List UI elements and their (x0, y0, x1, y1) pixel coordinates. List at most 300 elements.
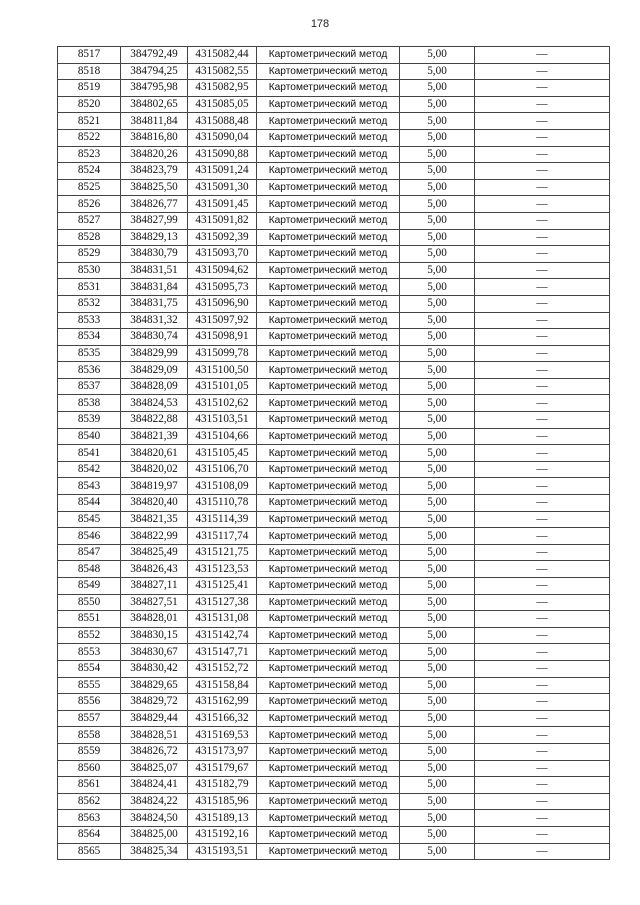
coord-y-cell: 4315091,24 (188, 163, 257, 180)
table-row (58, 660, 610, 677)
coord-x-cell: 384827,99 (121, 212, 188, 229)
coord-y-cell: 4315092,39 (188, 229, 257, 246)
coord-x-cell: 384829,72 (121, 694, 188, 711)
point-number-cell: 8540 (58, 428, 121, 445)
table-row (58, 163, 610, 180)
table-row (58, 47, 610, 64)
table-row (58, 262, 610, 279)
point-number-cell: 8560 (58, 760, 121, 777)
accuracy-cell: 5,00 (400, 362, 475, 379)
table-row (58, 63, 610, 80)
method-cell: Картометрический метод (257, 578, 400, 595)
description-cell: — (475, 743, 610, 760)
accuracy-cell: 5,00 (400, 511, 475, 528)
description-cell: — (475, 80, 610, 97)
table-row (58, 727, 610, 744)
method-cell: Картометрический метод (257, 627, 400, 644)
description-cell: — (475, 793, 610, 810)
accuracy-cell: 5,00 (400, 295, 475, 312)
table-row (58, 743, 610, 760)
description-cell: — (475, 627, 610, 644)
method-cell: Картометрический метод (257, 528, 400, 545)
description-cell: — (475, 561, 610, 578)
point-number-cell: 8545 (58, 511, 121, 528)
coord-y-cell: 4315152,72 (188, 660, 257, 677)
description-cell: — (475, 295, 610, 312)
accuracy-cell: 5,00 (400, 212, 475, 229)
coord-x-cell: 384830,42 (121, 660, 188, 677)
point-number-cell: 8523 (58, 146, 121, 163)
point-number-cell: 8557 (58, 710, 121, 727)
description-cell: — (475, 594, 610, 611)
accuracy-cell: 5,00 (400, 461, 475, 478)
point-number-cell: 8564 (58, 826, 121, 843)
method-cell: Картометрический метод (257, 295, 400, 312)
coord-x-cell: 384830,15 (121, 627, 188, 644)
table-row (58, 478, 610, 495)
coord-y-cell: 4315173,97 (188, 743, 257, 760)
accuracy-cell: 5,00 (400, 262, 475, 279)
description-cell: — (475, 511, 610, 528)
description-cell: — (475, 445, 610, 462)
point-number-cell: 8539 (58, 412, 121, 429)
point-number-cell: 8536 (58, 362, 121, 379)
coord-x-cell: 384824,50 (121, 810, 188, 827)
method-cell: Картометрический метод (257, 279, 400, 296)
point-number-cell: 8558 (58, 727, 121, 744)
accuracy-cell: 5,00 (400, 810, 475, 827)
table-row (58, 129, 610, 146)
description-cell: — (475, 395, 610, 412)
coordinates-table-body (58, 47, 610, 860)
coord-y-cell: 4315110,78 (188, 495, 257, 512)
point-number-cell: 8547 (58, 544, 121, 561)
method-cell: Картометрический метод (257, 511, 400, 528)
coord-y-cell: 4315189,13 (188, 810, 257, 827)
coord-y-cell: 4315185,96 (188, 793, 257, 810)
point-number-cell: 8559 (58, 743, 121, 760)
point-number-cell: 8546 (58, 528, 121, 545)
point-number-cell: 8538 (58, 395, 121, 412)
accuracy-cell: 5,00 (400, 80, 475, 97)
description-cell: — (475, 412, 610, 429)
coord-y-cell: 4315101,05 (188, 378, 257, 395)
table-row (58, 378, 610, 395)
coord-x-cell: 384824,53 (121, 395, 188, 412)
coord-x-cell: 384829,99 (121, 345, 188, 362)
coord-y-cell: 4315093,70 (188, 246, 257, 263)
method-cell: Картометрический метод (257, 677, 400, 694)
description-cell: — (475, 329, 610, 346)
accuracy-cell: 5,00 (400, 47, 475, 64)
accuracy-cell: 5,00 (400, 395, 475, 412)
method-cell: Картометрический метод (257, 843, 400, 860)
method-cell: Картометрический метод (257, 96, 400, 113)
point-number-cell: 8563 (58, 810, 121, 827)
coord-x-cell: 384825,07 (121, 760, 188, 777)
point-number-cell: 8521 (58, 113, 121, 130)
accuracy-cell: 5,00 (400, 378, 475, 395)
coord-y-cell: 4315121,75 (188, 544, 257, 561)
coord-y-cell: 4315103,51 (188, 412, 257, 429)
description-cell: — (475, 528, 610, 545)
coord-y-cell: 4315104,66 (188, 428, 257, 445)
description-cell: — (475, 96, 610, 113)
coord-x-cell: 384824,22 (121, 793, 188, 810)
accuracy-cell: 5,00 (400, 727, 475, 744)
table-row (58, 179, 610, 196)
coord-y-cell: 4315096,90 (188, 295, 257, 312)
table-row (58, 196, 610, 213)
coord-x-cell: 384820,40 (121, 495, 188, 512)
coord-x-cell: 384811,84 (121, 113, 188, 130)
point-number-cell: 8549 (58, 578, 121, 595)
table-row (58, 146, 610, 163)
point-number-cell: 8526 (58, 196, 121, 213)
accuracy-cell: 5,00 (400, 544, 475, 561)
method-cell: Картометрический метод (257, 561, 400, 578)
coord-y-cell: 4315166,32 (188, 710, 257, 727)
accuracy-cell: 5,00 (400, 63, 475, 80)
coord-y-cell: 4315097,92 (188, 312, 257, 329)
coord-x-cell: 384826,72 (121, 743, 188, 760)
description-cell: — (475, 644, 610, 661)
point-number-cell: 8535 (58, 345, 121, 362)
coord-x-cell: 384824,41 (121, 777, 188, 794)
coord-y-cell: 4315100,50 (188, 362, 257, 379)
table-row (58, 113, 610, 130)
description-cell: — (475, 47, 610, 64)
method-cell: Картометрический метод (257, 395, 400, 412)
description-cell: — (475, 710, 610, 727)
coord-x-cell: 384819,97 (121, 478, 188, 495)
description-cell: — (475, 578, 610, 595)
accuracy-cell: 5,00 (400, 760, 475, 777)
coord-x-cell: 384823,79 (121, 163, 188, 180)
table-row (58, 246, 610, 263)
accuracy-cell: 5,00 (400, 345, 475, 362)
table-row (58, 212, 610, 229)
point-number-cell: 8551 (58, 611, 121, 628)
accuracy-cell: 5,00 (400, 495, 475, 512)
table-row (58, 544, 610, 561)
method-cell: Картометрический метод (257, 345, 400, 362)
method-cell: Картометрический метод (257, 329, 400, 346)
description-cell: — (475, 428, 610, 445)
point-number-cell: 8548 (58, 561, 121, 578)
table-row (58, 511, 610, 528)
accuracy-cell: 5,00 (400, 246, 475, 263)
coord-x-cell: 384802,65 (121, 96, 188, 113)
coord-y-cell: 4315088,48 (188, 113, 257, 130)
coord-y-cell: 4315090,04 (188, 129, 257, 146)
description-cell: — (475, 727, 610, 744)
description-cell: — (475, 611, 610, 628)
accuracy-cell: 5,00 (400, 660, 475, 677)
description-cell: — (475, 345, 610, 362)
table-row (58, 80, 610, 97)
method-cell: Картометрический метод (257, 710, 400, 727)
point-number-cell: 8530 (58, 262, 121, 279)
method-cell: Картометрический метод (257, 362, 400, 379)
table-row (58, 279, 610, 296)
description-cell: — (475, 196, 610, 213)
coord-x-cell: 384828,01 (121, 611, 188, 628)
coord-x-cell: 384820,61 (121, 445, 188, 462)
table-row (58, 611, 610, 628)
accuracy-cell: 5,00 (400, 826, 475, 843)
table-row (58, 677, 610, 694)
table-row (58, 412, 610, 429)
method-cell: Картометрический метод (257, 478, 400, 495)
coord-x-cell: 384820,02 (121, 461, 188, 478)
method-cell: Картометрический метод (257, 611, 400, 628)
description-cell: — (475, 677, 610, 694)
coord-x-cell: 384825,50 (121, 179, 188, 196)
accuracy-cell: 5,00 (400, 677, 475, 694)
method-cell: Картометрический метод (257, 445, 400, 462)
accuracy-cell: 5,00 (400, 627, 475, 644)
method-cell: Картометрический метод (257, 727, 400, 744)
description-cell: — (475, 694, 610, 711)
accuracy-cell: 5,00 (400, 179, 475, 196)
coord-x-cell: 384822,88 (121, 412, 188, 429)
point-number-cell: 8532 (58, 295, 121, 312)
description-cell: — (475, 495, 610, 512)
description-cell: — (475, 129, 610, 146)
coord-y-cell: 4315090,88 (188, 146, 257, 163)
point-number-cell: 8541 (58, 445, 121, 462)
method-cell: Картометрический метод (257, 777, 400, 794)
table-row (58, 461, 610, 478)
method-cell: Картометрический метод (257, 179, 400, 196)
method-cell: Картометрический метод (257, 63, 400, 80)
point-number-cell: 8537 (58, 378, 121, 395)
accuracy-cell: 5,00 (400, 478, 475, 495)
description-cell: — (475, 113, 610, 130)
coord-x-cell: 384826,43 (121, 561, 188, 578)
description-cell: — (475, 163, 610, 180)
coord-y-cell: 4315114,39 (188, 511, 257, 528)
method-cell: Картометрический метод (257, 129, 400, 146)
description-cell: — (475, 229, 610, 246)
description-cell: — (475, 279, 610, 296)
table-row (58, 627, 610, 644)
accuracy-cell: 5,00 (400, 428, 475, 445)
table-row (58, 362, 610, 379)
method-cell: Картометрический метод (257, 146, 400, 163)
coord-x-cell: 384831,32 (121, 312, 188, 329)
accuracy-cell: 5,00 (400, 561, 475, 578)
method-cell: Картометрический метод (257, 644, 400, 661)
method-cell: Картометрический метод (257, 246, 400, 263)
coord-y-cell: 4315192,16 (188, 826, 257, 843)
point-number-cell: 8550 (58, 594, 121, 611)
point-number-cell: 8555 (58, 677, 121, 694)
description-cell: — (475, 544, 610, 561)
coord-y-cell: 4315162,99 (188, 694, 257, 711)
description-cell: — (475, 312, 610, 329)
table-row (58, 644, 610, 661)
accuracy-cell: 5,00 (400, 412, 475, 429)
description-cell: — (475, 777, 610, 794)
point-number-cell: 8524 (58, 163, 121, 180)
accuracy-cell: 5,00 (400, 743, 475, 760)
method-cell: Картометрический метод (257, 495, 400, 512)
coord-x-cell: 384795,98 (121, 80, 188, 97)
table-row (58, 312, 610, 329)
method-cell: Картометрический метод (257, 660, 400, 677)
accuracy-cell: 5,00 (400, 229, 475, 246)
point-number-cell: 8517 (58, 47, 121, 64)
coord-y-cell: 4315091,82 (188, 212, 257, 229)
coord-y-cell: 4315094,62 (188, 262, 257, 279)
table-row (58, 295, 610, 312)
coord-x-cell: 384831,75 (121, 295, 188, 312)
table-row (58, 329, 610, 346)
method-cell: Картометрический метод (257, 212, 400, 229)
point-number-cell: 8553 (58, 644, 121, 661)
table-row (58, 710, 610, 727)
description-cell: — (475, 826, 610, 843)
point-number-cell: 8542 (58, 461, 121, 478)
coord-y-cell: 4315193,51 (188, 843, 257, 860)
accuracy-cell: 5,00 (400, 644, 475, 661)
accuracy-cell: 5,00 (400, 594, 475, 611)
table-row (58, 528, 610, 545)
coord-y-cell: 4315085,05 (188, 96, 257, 113)
description-cell: — (475, 843, 610, 860)
method-cell: Картометрический метод (257, 163, 400, 180)
description-cell: — (475, 179, 610, 196)
description-cell: — (475, 146, 610, 163)
coord-x-cell: 384830,67 (121, 644, 188, 661)
accuracy-cell: 5,00 (400, 163, 475, 180)
coord-x-cell: 384830,74 (121, 329, 188, 346)
coord-y-cell: 4315117,74 (188, 528, 257, 545)
coord-x-cell: 384826,77 (121, 196, 188, 213)
method-cell: Картометрический метод (257, 461, 400, 478)
method-cell: Картометрический метод (257, 810, 400, 827)
coord-y-cell: 4315125,41 (188, 578, 257, 595)
point-number-cell: 8543 (58, 478, 121, 495)
coord-x-cell: 384828,51 (121, 727, 188, 744)
page-number: 178 (310, 18, 330, 30)
coord-y-cell: 4315179,67 (188, 760, 257, 777)
point-number-cell: 8522 (58, 129, 121, 146)
description-cell: — (475, 63, 610, 80)
coord-x-cell: 384825,00 (121, 826, 188, 843)
point-number-cell: 8528 (58, 229, 121, 246)
table-row (58, 793, 610, 810)
coord-y-cell: 4315091,30 (188, 179, 257, 196)
coordinates-table (57, 46, 610, 860)
accuracy-cell: 5,00 (400, 329, 475, 346)
description-cell: — (475, 660, 610, 677)
coord-x-cell: 384827,11 (121, 578, 188, 595)
description-cell: — (475, 760, 610, 777)
accuracy-cell: 5,00 (400, 528, 475, 545)
method-cell: Картометрический метод (257, 262, 400, 279)
coord-y-cell: 4315142,74 (188, 627, 257, 644)
method-cell: Картометрический метод (257, 544, 400, 561)
table-row (58, 760, 610, 777)
table-row (58, 694, 610, 711)
accuracy-cell: 5,00 (400, 146, 475, 163)
coord-x-cell: 384821,39 (121, 428, 188, 445)
accuracy-cell: 5,00 (400, 113, 475, 130)
method-cell: Картометрический метод (257, 47, 400, 64)
point-number-cell: 8544 (58, 495, 121, 512)
point-number-cell: 8556 (58, 694, 121, 711)
accuracy-cell: 5,00 (400, 793, 475, 810)
description-cell: — (475, 461, 610, 478)
table-row (58, 810, 610, 827)
coord-y-cell: 4315091,45 (188, 196, 257, 213)
coord-y-cell: 4315147,71 (188, 644, 257, 661)
accuracy-cell: 5,00 (400, 694, 475, 711)
coord-x-cell: 384829,44 (121, 710, 188, 727)
method-cell: Картометрический метод (257, 594, 400, 611)
point-number-cell: 8531 (58, 279, 121, 296)
method-cell: Картометрический метод (257, 826, 400, 843)
coord-x-cell: 384831,84 (121, 279, 188, 296)
method-cell: Картометрический метод (257, 196, 400, 213)
accuracy-cell: 5,00 (400, 611, 475, 628)
table-row (58, 578, 610, 595)
description-cell: — (475, 262, 610, 279)
accuracy-cell: 5,00 (400, 196, 475, 213)
method-cell: Картометрический метод (257, 80, 400, 97)
coord-y-cell: 4315123,53 (188, 561, 257, 578)
coord-x-cell: 384792,49 (121, 47, 188, 64)
point-number-cell: 8533 (58, 312, 121, 329)
coord-y-cell: 4315127,38 (188, 594, 257, 611)
coord-y-cell: 4315102,62 (188, 395, 257, 412)
coord-y-cell: 4315082,55 (188, 63, 257, 80)
point-number-cell: 8565 (58, 843, 121, 860)
method-cell: Картометрический метод (257, 378, 400, 395)
point-number-cell: 8520 (58, 96, 121, 113)
coord-x-cell: 384829,09 (121, 362, 188, 379)
coord-y-cell: 4315131,08 (188, 611, 257, 628)
coord-x-cell: 384822,99 (121, 528, 188, 545)
coord-x-cell: 384828,09 (121, 378, 188, 395)
coord-y-cell: 4315082,95 (188, 80, 257, 97)
accuracy-cell: 5,00 (400, 777, 475, 794)
table-row (58, 229, 610, 246)
table-row (58, 96, 610, 113)
coord-x-cell: 384825,34 (121, 843, 188, 860)
table-row (58, 826, 610, 843)
point-number-cell: 8562 (58, 793, 121, 810)
point-number-cell: 8534 (58, 329, 121, 346)
method-cell: Картометрический метод (257, 694, 400, 711)
coord-x-cell: 384831,51 (121, 262, 188, 279)
table-row (58, 777, 610, 794)
method-cell: Картометрический метод (257, 229, 400, 246)
table-row (58, 594, 610, 611)
coord-y-cell: 4315182,79 (188, 777, 257, 794)
table-row (58, 843, 610, 860)
method-cell: Картометрический метод (257, 312, 400, 329)
accuracy-cell: 5,00 (400, 129, 475, 146)
description-cell: — (475, 246, 610, 263)
accuracy-cell: 5,00 (400, 578, 475, 595)
method-cell: Картометрический метод (257, 793, 400, 810)
method-cell: Картометрический метод (257, 412, 400, 429)
description-cell: — (475, 212, 610, 229)
